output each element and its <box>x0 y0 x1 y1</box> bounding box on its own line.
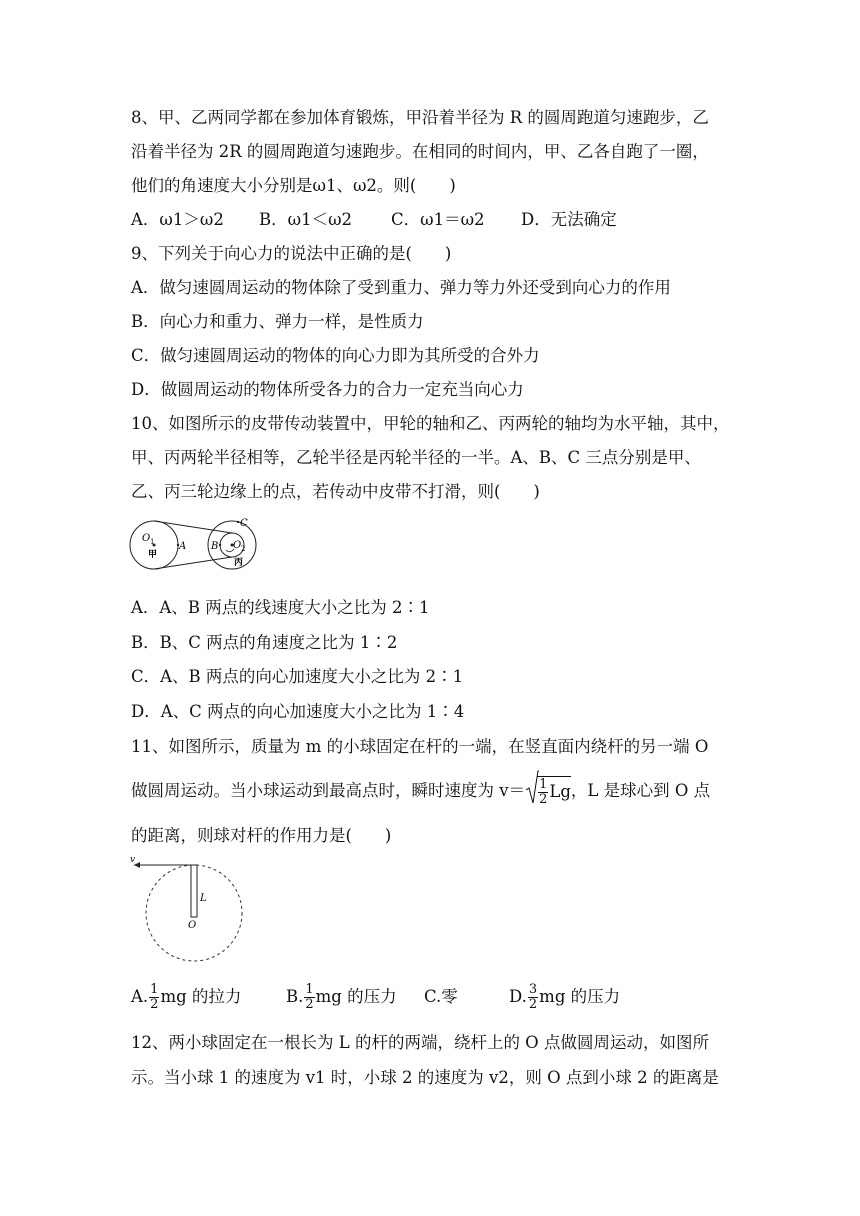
q11-stem-line2 <box>131 776 710 807</box>
label-o2-sub: 2 <box>241 545 246 553</box>
q11-option-d-num: 3 <box>528 982 538 997</box>
q11-option-b-text: mg 的压力 <box>315 987 397 1006</box>
label-o2: O <box>233 540 242 551</box>
q8-option-d: D．无法确定 <box>521 210 617 229</box>
q10-option-c: C．A、B 两点的向心加速度大小之比为 2∶1 <box>131 667 464 686</box>
q10-stem-line2: 甲、丙两轮半径相等，乙轮半径是丙轮半径的一半。A、B、C 三点分别是甲、 <box>131 448 701 467</box>
q11-stem-line2-post: ，L 是球心到 O 点 <box>570 781 711 800</box>
q11-option-b-num: 1 <box>305 982 314 997</box>
q8-stem-line2: 沿着半径为 2R 的圆周跑道匀速跑步。在相同的时间内，甲、乙各自跑了一圈， <box>131 142 709 161</box>
q9-stem: 9、下列关于向心力的说法中正确的是( ) <box>131 244 452 263</box>
velocity-fraction-denominator: 2 <box>539 792 548 807</box>
q11-option-a-text: mg 的拉力 <box>160 987 242 1006</box>
label-o1: O <box>142 533 151 544</box>
q11-stem-line2-pre: 做圆周运动。当小球运动到最高点时，瞬时速度为 v＝ <box>131 781 526 800</box>
q10-option-d: D．A、C 两点的向心加速度大小之比为 1∶4 <box>131 702 465 721</box>
q11-stem-line1: 11、如图所示，质量为 m 的小球固定在杆的一端，在竖直面内绕杆的另一端 O <box>131 737 709 756</box>
label-v: v <box>130 855 136 865</box>
q10-stem-line3: 乙、丙三轮边缘上的点，若传动中皮带不打滑，则( ) <box>131 482 540 501</box>
label-jia: 甲 <box>148 550 158 560</box>
velocity-formula <box>525 776 571 807</box>
label-o1-sub: 1 <box>150 538 155 546</box>
q8-options <box>131 209 617 231</box>
label-bing: 丙 <box>234 558 244 568</box>
q9-option-c: C．做匀速圆周运动的物体的向心力即为其所受的合外力 <box>131 346 540 365</box>
q8-stem-line3: 他们的角速度大小分别是ω1、ω2。则( ) <box>131 176 456 195</box>
label-a: A <box>179 541 187 552</box>
belt-top <box>154 521 232 533</box>
q11-option-a-num: 1 <box>150 982 159 997</box>
q11-option-a-den: 2 <box>150 997 159 1012</box>
q11-option-d <box>509 983 620 1012</box>
q11-option-b-den: 2 <box>305 997 314 1012</box>
q11-option-a-prefix: A. <box>131 987 149 1006</box>
q8-option-c: C．ω1＝ω2 <box>391 210 485 229</box>
belt-drive-figure <box>126 514 266 574</box>
q11-option-d-text: mg 的压力 <box>539 987 621 1006</box>
rod <box>191 865 197 917</box>
belt-bottom <box>154 557 232 569</box>
q8-option-a: A．ω1＞ω2 <box>131 210 224 229</box>
q11-option-b-prefix: B. <box>286 987 304 1006</box>
label-o: O <box>188 920 197 931</box>
q8-stem-line1: 8、甲、乙两同学都在参加体育锻炼，甲沿着半径为 R 的圆周跑道匀速跑步，乙 <box>131 108 709 127</box>
q9-option-a: A．做匀速圆周运动的物体除了受到重力、弹力等力外还受到向心力的作用 <box>131 278 671 297</box>
q10-option-a: A．A、B 两点的线速度大小之比为 2∶1 <box>131 598 430 617</box>
q11-option-c: C.零 <box>424 987 458 1006</box>
label-c: C <box>240 518 248 529</box>
q10-stem-line1: 10、如图所示的皮带传动装置中，甲轮的轴和乙、丙两轮的轴均为水平轴，其中， <box>131 414 730 433</box>
label-b: B <box>211 541 219 552</box>
q12-stem-line1: 12、两小球固定在一根长为 L 的杆的两端，绕杆上的 O 点做圆周运动，如图所 <box>131 1033 709 1052</box>
q11-option-b <box>286 983 424 1012</box>
velocity-formula-tail: Lg <box>549 782 571 801</box>
q9-option-d: D．做圆周运动的物体所受各力的合力一定充当向心力 <box>131 380 524 399</box>
velocity-fraction-numerator: 1 <box>539 777 548 792</box>
q9-option-b: B．向心力和重力、弹力一样，是性质力 <box>131 312 424 331</box>
q11-option-d-prefix: D. <box>509 987 527 1006</box>
q12-stem-line2: 示。当小球 1 的速度为 v1 时，小球 2 的速度为 v2，则 O 点到小球 2 的距离是 <box>131 1068 719 1087</box>
q11-option-a <box>131 983 286 1012</box>
q8-option-b: B．ω1＜ω2 <box>259 210 353 229</box>
q11-stem-line3: 的距离，则球对杆的作用力是( ) <box>131 826 392 845</box>
q11-options <box>131 983 620 1012</box>
q11-option-d-den: 2 <box>528 997 538 1012</box>
label-l: L <box>200 893 207 904</box>
rod-circle-figure <box>126 855 250 967</box>
q10-option-b: B．B、C 两点的角速度之比为 1∶2 <box>131 633 398 652</box>
